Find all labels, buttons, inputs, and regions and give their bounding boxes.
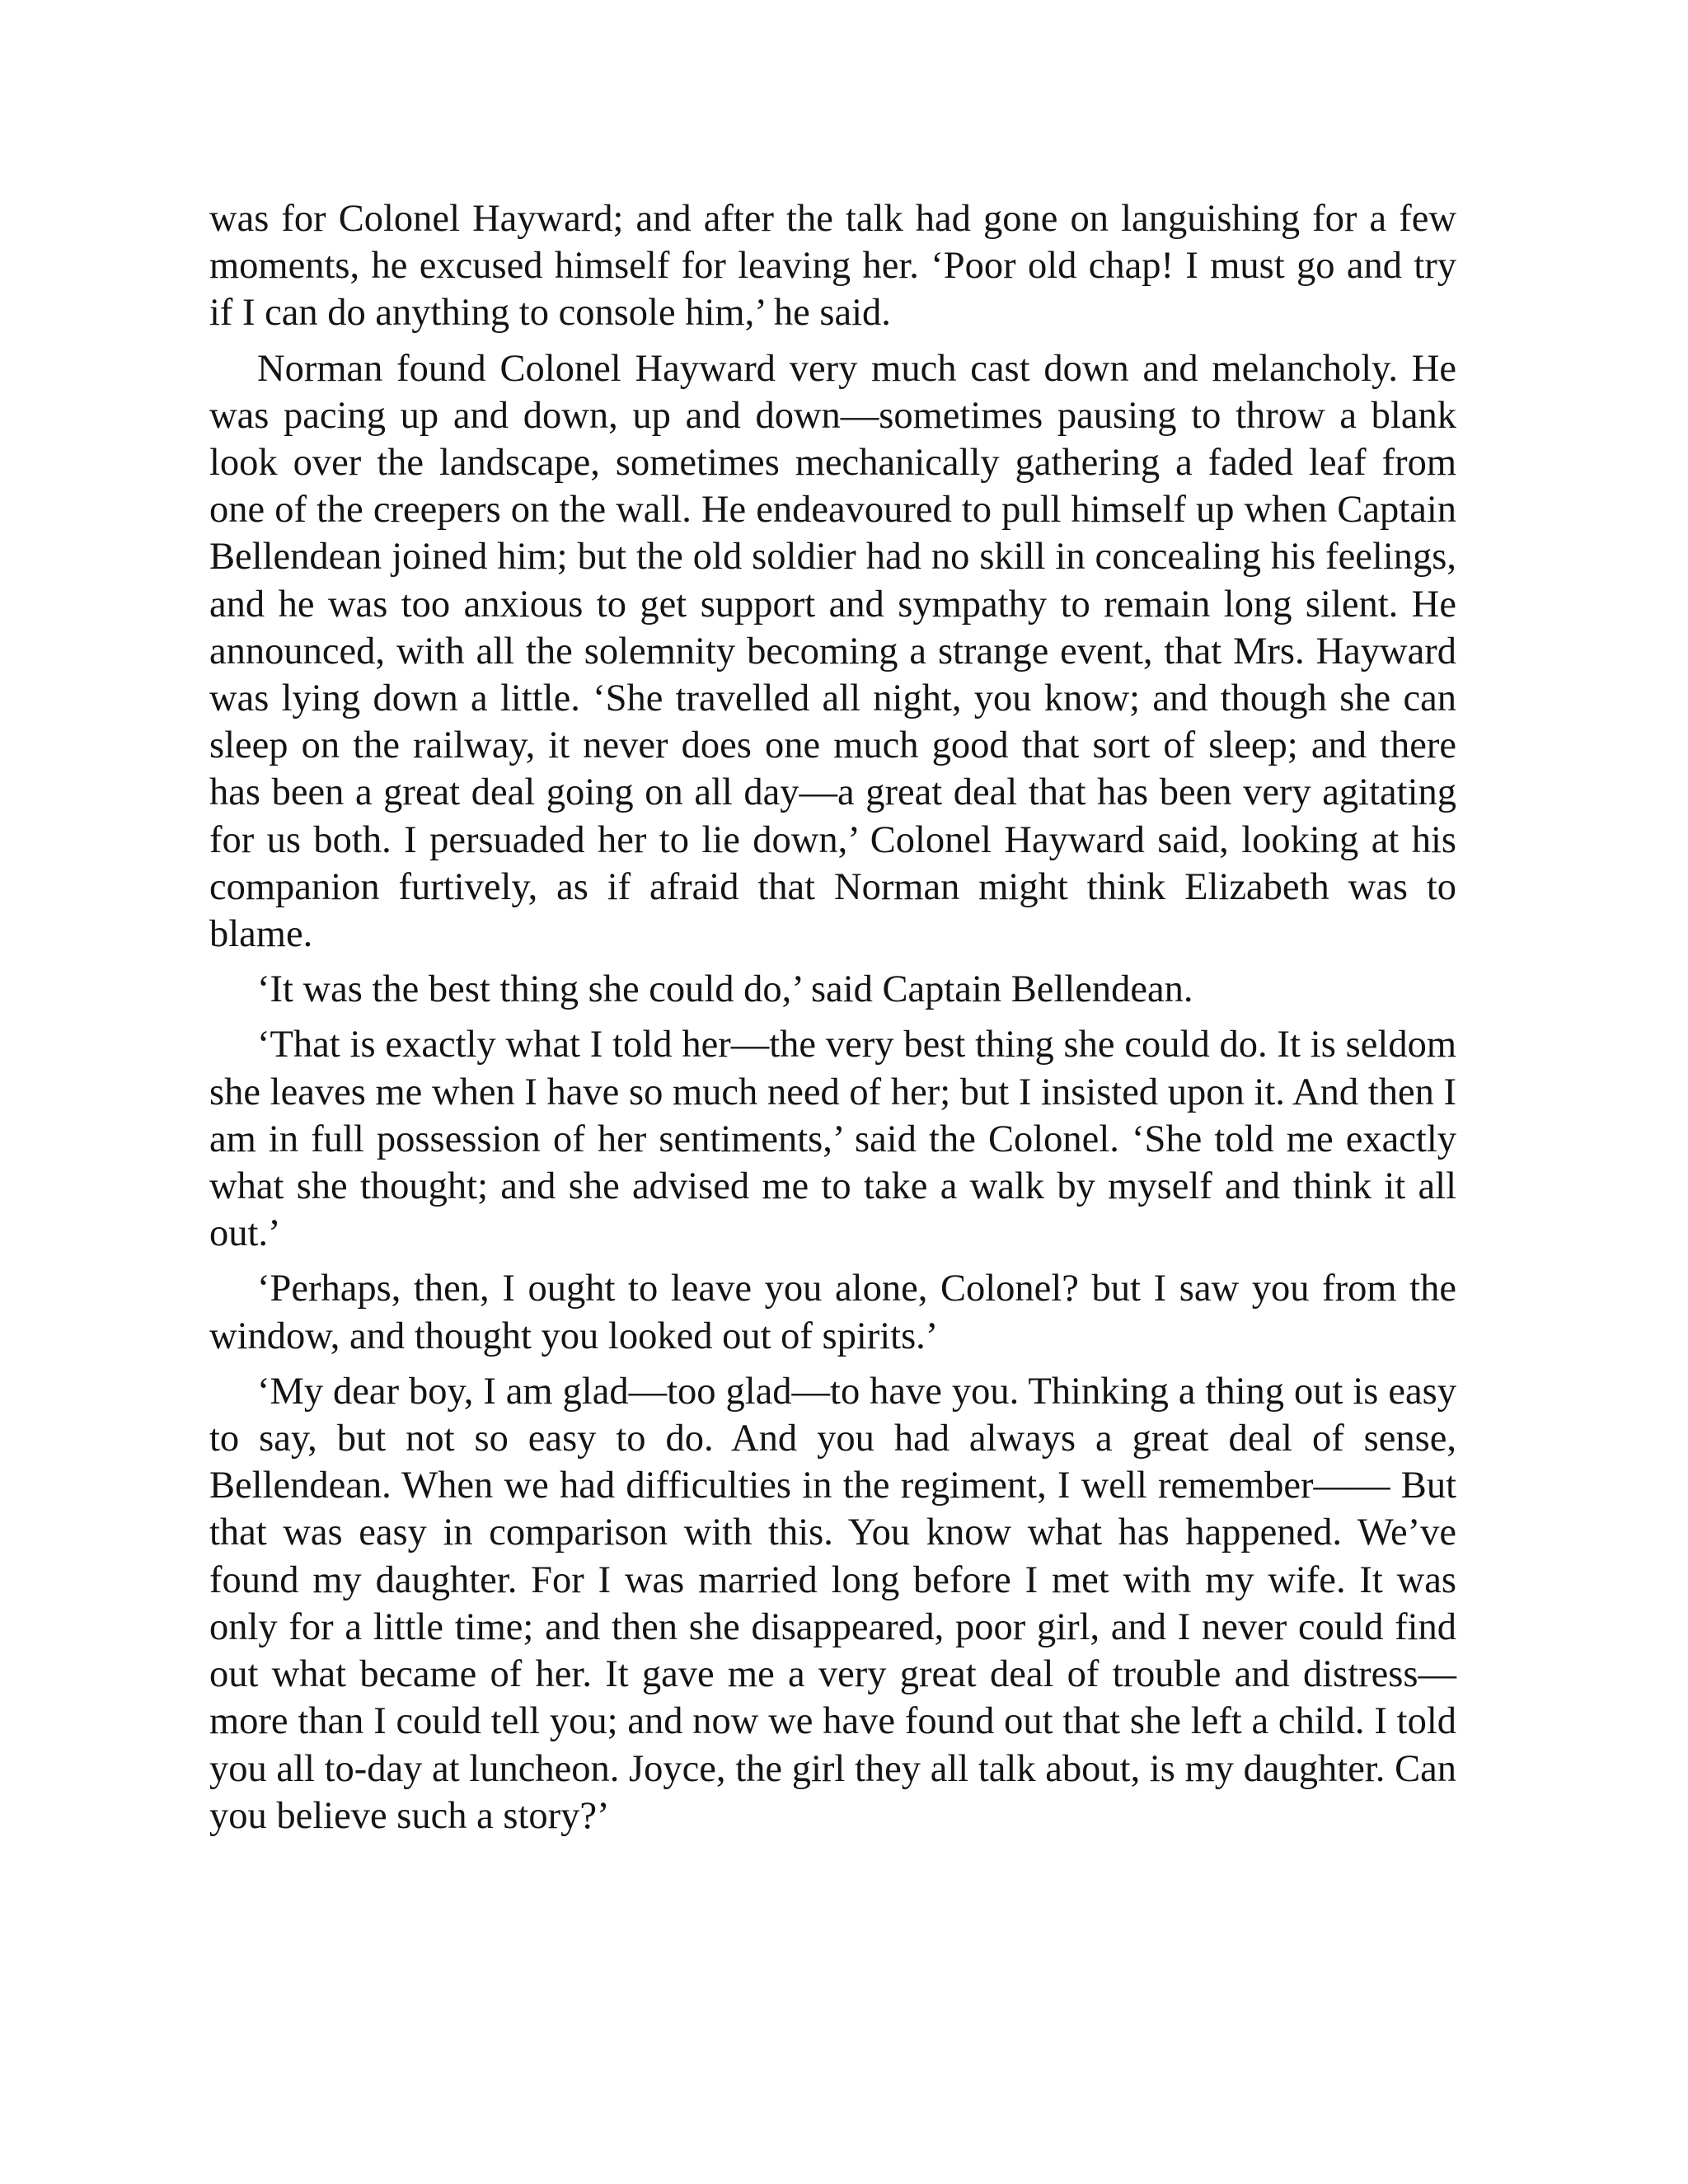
paragraph-3: ‘It was the best thing she could do,’ said Captain Bellendean.	[257, 968, 1193, 1011]
paragraph-2: Norman found Colonel Hayward very much cast down and melancholy. He was pacing up and down, up and down—sometimes pausing to throw a blank look over the landscape, sometimes mechanically gathering a faded leaf from one of the creepers on the wall. He endeavoured to pull himself up when Captain Bellendean joined him; but the old soldier had no skill in concealing his feelings, and he was too anxious to get support and sympathy to remain long silent. He announced, with all the solemnity becoming a strange event, that Mrs. Hayward was lying down a little. ‘She travelled all night, you know; and though she can sleep on the railway, it never does one much good that sort of sleep; and there has been a great deal going on all day—a great deal that has been very agitating for us both. I persuaded her to lie down,’ Colonel Hayward said, looking at his companion furtively, as if afraid that Norman might think Elizabeth was to blame.	[209, 347, 1456, 956]
paragraph-4: ‘That is exactly what I told her—the very best thing she could do. It is seldom she leaves me when I have so much need of her; but I insisted upon it. And then I am in full possession of her sentiments,’ said the Colonel. ‘She told me exactly what she thought; and she advised me to take a walk by myself and think it all out.’	[209, 1024, 1456, 1255]
paragraph-5: ‘Perhaps, then, I ought to leave you alone, Colonel? but I saw you from the window, and thought you looked out of spirits.’	[209, 1268, 1456, 1357]
paragraph-1: was for Colonel Hayward; and after the talk had gone on languishing for a few moments, he excused himself for leaving her. ‘Poor old chap! I must go and try if I can do anything to console him,’ he said.	[209, 198, 1456, 335]
book-page-text	[209, 195, 1456, 1848]
paragraph-6: ‘My dear boy, I am glad—too glad—to have you. Thinking a thing out is easy to say, but not so easy to do. And you had always a great deal of sense, Bellendean. When we had difficulties in the regiment, I well remember—— But that was easy in comparison with this. You know what has happened. We’ve found my daughter. For I was married long before I met with my wife. It was only for a little time; and then she disappeared, poor girl, and I never could find out what became of her. It gave me a very great deal of trouble and distress—more than I could tell you; and now we have found out that she left a child. I told you all to-day at luncheon. Joyce, the girl they all talk about, is my daughter. Can you believe such a story?’	[209, 1370, 1456, 1837]
